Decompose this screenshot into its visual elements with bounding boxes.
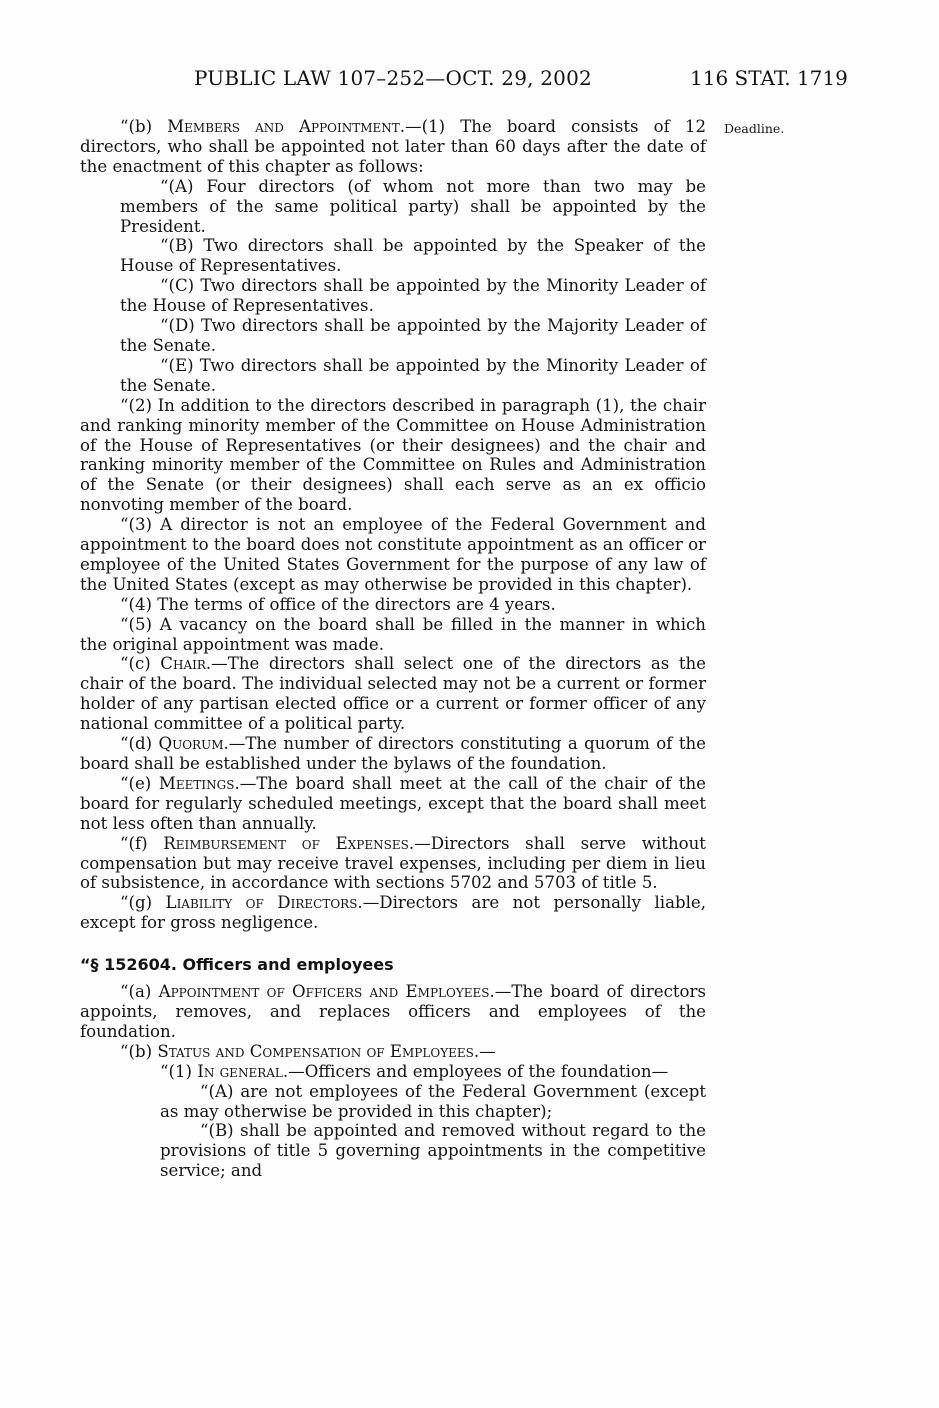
paragraph-c bbox=[80, 654, 706, 734]
paragraph-open: “(b) bbox=[120, 1041, 158, 1061]
paragraph-open: “(b) bbox=[120, 117, 168, 136]
paragraph-heading: Reimbursement of Expenses. bbox=[163, 833, 415, 853]
paragraph-b-C: “(C) Two directors shall be appointed by the Minority Leader of the House of Representatives. bbox=[120, 276, 706, 316]
paragraph-b-5: “(5) A vacancy on the board shall be filled in the manner in which the original appointment was made. bbox=[80, 614, 706, 654]
paragraph-body: —The board of directors appoints, removes, and replaces officers and employees of the foundation. bbox=[80, 982, 706, 1041]
paragraph-b-2: “(2) In addition to the directors described in paragraph (1), the chair and ranking minority member of the Committee on House Administration of the House of Representatives (or their designees) and the chair and ranking minority member of the Committee on Rules and Administration of the Senate (or their designees) shall each serve as an ex officio nonvoting member of the board. bbox=[80, 395, 706, 515]
paragraph-heading: Chair. bbox=[160, 654, 212, 674]
paragraph-body: —Officers and employees of the foundation— bbox=[288, 1061, 669, 1081]
paragraph-d bbox=[80, 734, 706, 774]
paragraph-body: —The directors shall select one of the directors as the chair of the board. The individual selected may not be a current or former holder of any partisan elected office or a current or former officer of any national committee of a political party. bbox=[80, 654, 707, 734]
paragraph-heading: Appointment of Officers and Employees. bbox=[158, 982, 495, 1002]
paragraph-section-b-1 bbox=[80, 1062, 706, 1082]
paragraph-open: “(1) bbox=[160, 1061, 198, 1081]
paragraph-b-A: “(A) Four directors (of whom not more than two may be members of the same political party) shall be appointed by the President. bbox=[120, 176, 706, 236]
paragraph-open: “(f) bbox=[120, 833, 164, 853]
body-text bbox=[80, 117, 706, 1181]
paragraph-heading: Status and Compensation of Employees. bbox=[157, 1041, 480, 1061]
paragraph-body: —The board shall meet at the call of the chair of the board for regularly scheduled meetings, except that the board shall meet not less often than annually. bbox=[80, 773, 706, 833]
paragraph-heading: Members and Appointment. bbox=[167, 117, 406, 136]
paragraph-b-3: “(3) A director is not an employee of the Federal Government and appointment to the board does not constitute appointment as an officer or employee of the United States Government for the purpose of any law of the United States (except as may otherwise be provided in this chapter). bbox=[80, 515, 706, 594]
paragraph-body: —(1) The board consists of 12 directors, who shall be appointed not later than 60 days after the date of the enactment of this chapter as follows: bbox=[80, 117, 706, 176]
paragraph-b-B: “(B) Two directors shall be appointed by the Speaker of the House of Representatives. bbox=[120, 236, 706, 276]
margin-note-deadline: Deadline. bbox=[724, 121, 785, 136]
paragraph-heading: In general. bbox=[197, 1061, 289, 1081]
paragraph-b-E: “(E) Two directors shall be appointed by the Minority Leader of the Senate. bbox=[120, 355, 706, 395]
paragraph-open: “(d) bbox=[120, 734, 159, 754]
paragraph-heading: Liability of Directors. bbox=[165, 893, 363, 913]
paragraph-body: —Directors shall serve without compensation but may receive travel expenses, including per diem in lieu of subsistence, in accordance with sections 5702 and 5703 of title 5. bbox=[80, 833, 706, 893]
paragraph-b-D: “(D) Two directors shall be appointed by the Majority Leader of the Senate. bbox=[120, 316, 706, 355]
paragraph-body: — bbox=[479, 1041, 496, 1061]
paragraph-open: “(a) bbox=[120, 982, 159, 1002]
section-heading: “§ 152604. Officers and employees bbox=[80, 955, 394, 975]
paragraph-heading: Quorum. bbox=[158, 734, 229, 754]
paragraph-b-4: “(4) The terms of office of the directors are 4 years. bbox=[120, 594, 556, 614]
page-header-stat: 116 STAT. 1719 bbox=[690, 66, 848, 90]
paragraph-section-b-1-A: “(A) are not employees of the Federal Government (except as may otherwise be provided in this chapter); bbox=[160, 1081, 706, 1121]
paragraph-body: —Directors are not personally liable, except for gross negligence. bbox=[80, 893, 706, 933]
paragraph-open: “(g) bbox=[120, 893, 166, 913]
paragraph-section-b bbox=[80, 1042, 706, 1062]
paragraph-g bbox=[80, 893, 706, 933]
page-header-title: PUBLIC LAW 107–252—OCT. 29, 2002 bbox=[194, 66, 592, 90]
paragraph-body: —The number of directors constituting a quorum of the board shall be established under the bylaws of the foundation. bbox=[80, 734, 706, 773]
paragraph-section-b-1-B: “(B) shall be appointed and removed without regard to the provisions of title 5 governing appointments in the competitive service; and bbox=[160, 1121, 706, 1181]
paragraph-e bbox=[80, 774, 706, 834]
paragraph-heading: Meetings. bbox=[158, 773, 240, 793]
paragraph-section-a bbox=[80, 982, 706, 1042]
paragraph-open: “(e) bbox=[120, 773, 159, 793]
paragraph-f bbox=[80, 834, 706, 894]
paragraph-open: “(c) bbox=[120, 654, 161, 674]
paragraph-b bbox=[80, 117, 706, 177]
